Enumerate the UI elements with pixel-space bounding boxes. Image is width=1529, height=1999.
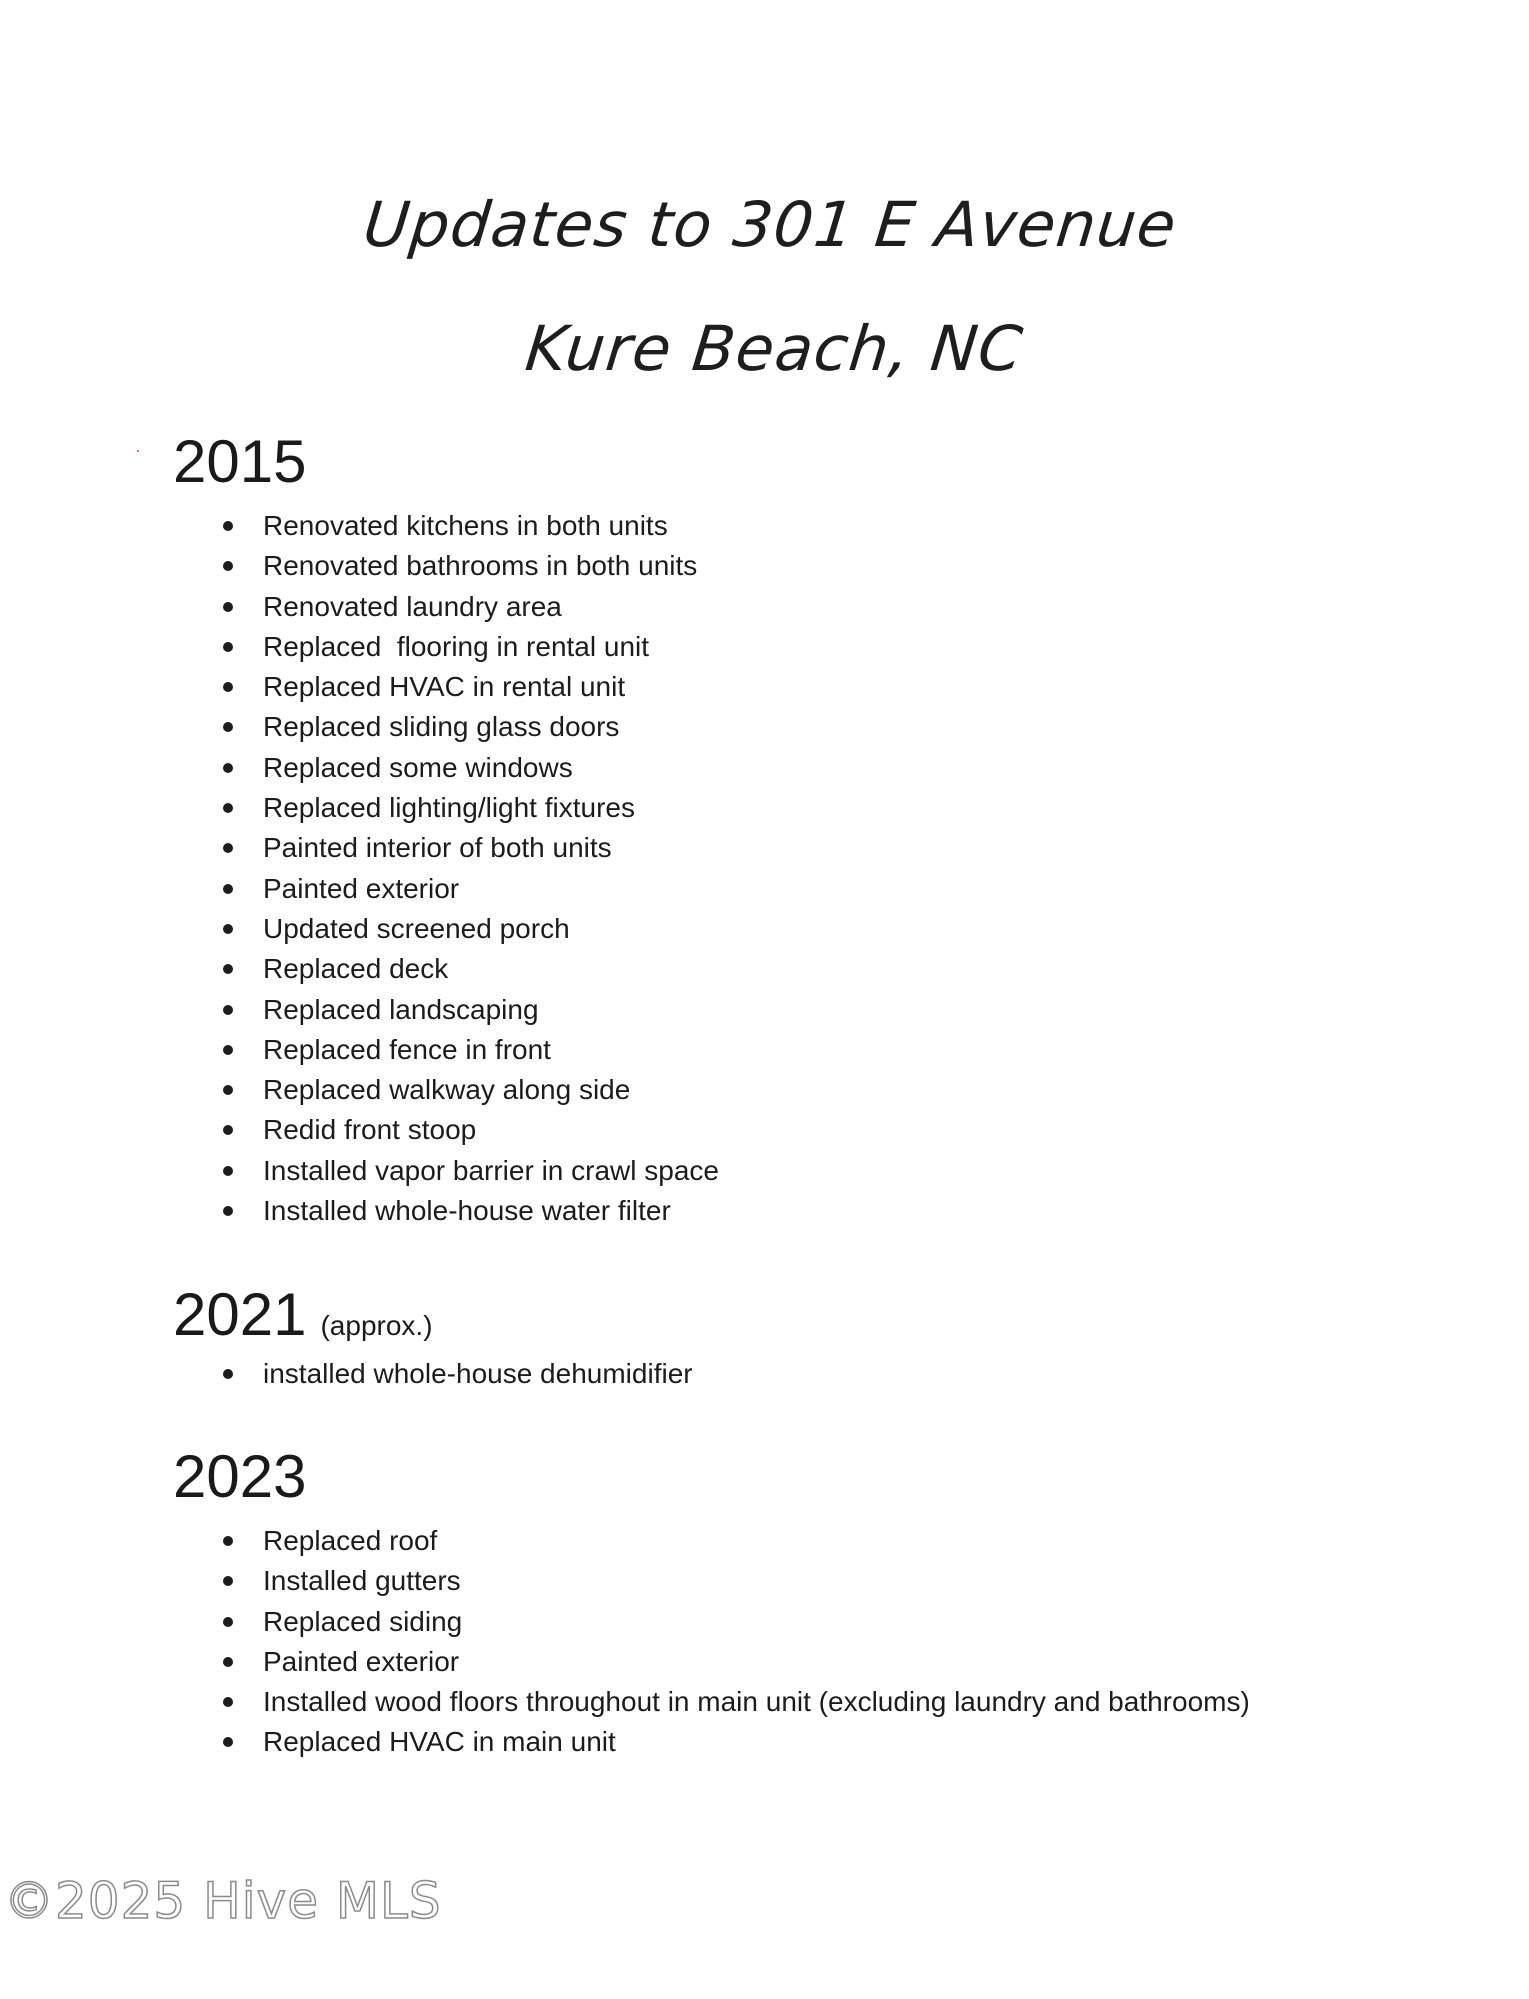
list-item-text: Replaced sliding glass doors [263,711,620,743]
bullet-icon [223,1657,233,1667]
bullet-icon [223,642,233,652]
bullet-icon [223,1166,233,1176]
year-label: 2015 [173,428,307,495]
bullet-icon [223,843,233,853]
year-heading [173,1443,307,1510]
list-item-text: Renovated kitchens in both units [263,510,668,541]
stray-mark [137,450,139,452]
watermark: ©2025 Hive MLS [4,1872,442,1930]
bullet-icon [223,1005,233,1015]
list-item [221,1682,1250,1722]
list-item [221,506,719,546]
year-label: 2021 [173,1281,307,1348]
list-item-text: Updated screened porch [263,912,570,944]
list-item [221,869,719,909]
list-item [221,1110,719,1150]
update-list [221,1521,1250,1763]
bullet-icon [223,1617,233,1627]
bullet-icon [223,1125,233,1135]
list-item-text: installed whole-house dehumidifier [263,1358,693,1389]
year-qualifier: (approx.) [320,1310,433,1341]
year-heading [173,1281,433,1348]
bullet-icon [223,1536,233,1546]
bullet-icon [223,763,233,773]
list-item [221,1521,1250,1561]
list-item-text: Replaced lighting/light fixtures [263,792,635,824]
bullet-icon [223,1085,233,1095]
list-item-text: Replaced HVAC in rental unit [263,671,626,703]
list-item-text: Installed vapor barrier in crawl space [263,1154,719,1186]
update-list [221,506,719,1231]
list-item-text: Replaced some windows [263,751,573,783]
bullet-icon [223,1045,233,1055]
list-item-text: Painted interior of both units [263,832,612,864]
list-item-text: Replaced flooring in rental unit [263,630,650,662]
list-item-text: Replaced walkway along side [263,1074,631,1106]
list-item-text: Renovated laundry area [263,590,562,622]
bullet-icon [223,722,233,732]
list-item [221,1070,719,1110]
list-item-text: Painted exterior [263,872,460,904]
list-item-text: Installed gutters [263,1565,461,1597]
list-item [221,1642,1250,1682]
list-item [221,909,719,949]
update-list [221,1354,693,1394]
list-item [221,1561,1250,1601]
list-item [221,1354,693,1394]
year-heading [173,428,307,495]
bullet-icon [223,1737,233,1747]
bullet-icon [223,1206,233,1216]
list-item-text: Replaced fence in front [263,1033,551,1065]
bullet-icon [223,964,233,974]
bullet-icon [223,521,233,531]
bullet-icon [223,803,233,813]
list-item [221,1602,1250,1642]
list-item-text: Replaced deck [263,953,449,985]
section-2015 [173,428,719,1227]
list-item [221,828,719,868]
list-item-text: Installed wood floors throughout in main unit (excluding laundry and bathrooms) [263,1686,1250,1718]
bullet-icon [223,884,233,894]
list-item [221,587,719,627]
list-item [221,949,719,989]
title-line-city: Kure Beach, NC [522,312,1027,385]
list-item [221,1722,1250,1762]
bullet-icon [223,561,233,571]
list-item-text: Redid front stoop [263,1114,477,1146]
bullet-icon [223,1369,233,1379]
list-item-text: Replaced siding [263,1605,463,1637]
year-label: 2023 [173,1443,307,1510]
title-line-address: Updates to 301 E Avenue [360,188,1181,261]
bullet-icon [223,1697,233,1707]
document-subtitle [0,312,1529,385]
list-item [221,707,719,747]
list-item [221,748,719,788]
list-item [221,546,719,586]
list-item-text: Painted exterior [263,1645,460,1677]
section-2023 [173,1443,1250,1758]
list-item [221,788,719,828]
section-2021 [173,1281,693,1389]
bullet-icon [223,1576,233,1586]
list-item-text: Replaced roof [263,1525,438,1556]
list-item-text: Renovated bathrooms in both units [263,550,698,582]
list-item [221,990,719,1030]
list-item-text: Replaced landscaping [263,993,539,1025]
list-item [221,1030,719,1070]
list-item [221,667,719,707]
bullet-icon [223,924,233,934]
list-item-text: Installed whole-house water filter [263,1195,671,1227]
bullet-icon [223,682,233,692]
list-item [221,1191,719,1231]
list-item-text: Replaced HVAC in main unit [263,1726,616,1758]
document-title [0,188,1529,261]
list-item [221,627,719,667]
bullet-icon [223,602,233,612]
list-item [221,1151,719,1191]
